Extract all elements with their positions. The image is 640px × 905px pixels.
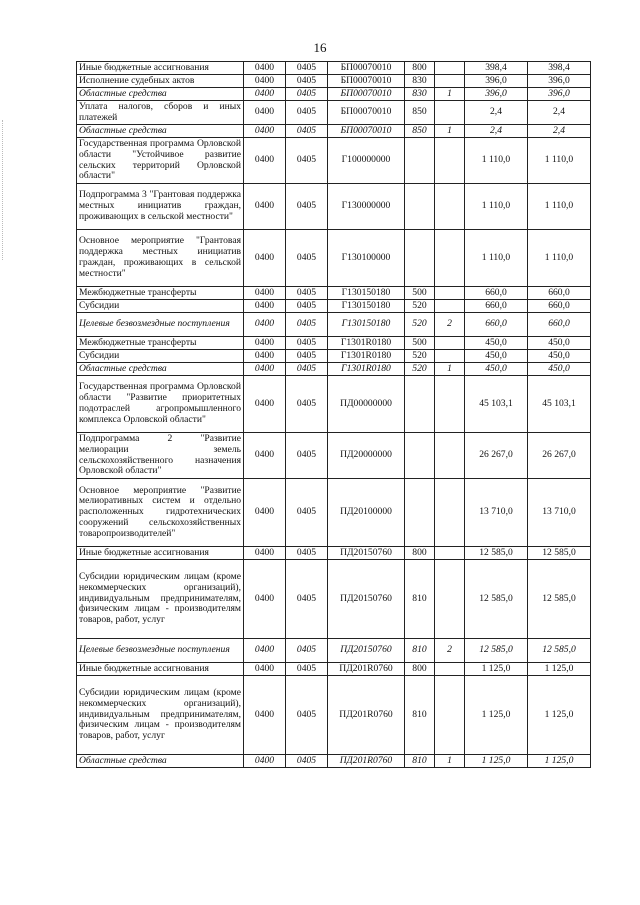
subsection-code: 0405 (286, 639, 328, 663)
margin-line (2, 120, 5, 260)
funding-source-code: 1 (435, 755, 465, 768)
amount-year-1: 396,0 (465, 75, 528, 88)
expense-type-code: 520 (405, 350, 435, 363)
expense-type-code (405, 184, 435, 230)
funding-source-code (435, 376, 465, 433)
target-item-code: Г130150180 (328, 300, 405, 313)
target-item-code: БП00070010 (328, 125, 405, 138)
expense-type-code (405, 138, 435, 184)
amount-year-2: 1 110,0 (528, 138, 591, 184)
expense-type-code: 800 (405, 663, 435, 676)
section-code: 0400 (244, 755, 286, 768)
amount-year-1: 450,0 (465, 350, 528, 363)
amount-year-2: 12 585,0 (528, 560, 591, 639)
budget-table (76, 61, 591, 768)
table-row (77, 125, 591, 138)
row-name: Иные бюджетные ассигнования (77, 62, 244, 75)
funding-source-code (435, 433, 465, 479)
target-item-code: Г130000000 (328, 184, 405, 230)
amount-year-2: 1 125,0 (528, 676, 591, 755)
section-code: 0400 (244, 560, 286, 639)
amount-year-2: 660,0 (528, 313, 591, 337)
subsection-code: 0405 (286, 676, 328, 755)
subsection-code: 0405 (286, 663, 328, 676)
target-item-code: БП00070010 (328, 62, 405, 75)
funding-source-code (435, 547, 465, 560)
row-name: Целевые безвозмездные поступления (77, 639, 244, 663)
row-name: Межбюджетные трансферты (77, 337, 244, 350)
amount-year-1: 26 267,0 (465, 433, 528, 479)
target-item-code: Г1301R0180 (328, 363, 405, 376)
row-name: Государственная программа Орловской области "Развитие приоритетных подотраслей агропромышленного комплекса Орловской области" (77, 376, 244, 433)
section-code: 0400 (244, 433, 286, 479)
expense-type-code: 520 (405, 300, 435, 313)
target-item-code: ПД201R0760 (328, 663, 405, 676)
expense-type-code: 500 (405, 337, 435, 350)
funding-source-code (435, 337, 465, 350)
amount-year-1: 45 103,1 (465, 376, 528, 433)
subsection-code: 0405 (286, 75, 328, 88)
funding-source-code (435, 676, 465, 755)
expense-type-code (405, 479, 435, 547)
section-code: 0400 (244, 376, 286, 433)
amount-year-1: 660,0 (465, 287, 528, 300)
expense-type-code (405, 376, 435, 433)
target-item-code: ПД201R0760 (328, 676, 405, 755)
target-item-code: БП00070010 (328, 101, 405, 125)
row-name: Областные средства (77, 125, 244, 138)
amount-year-1: 396,0 (465, 88, 528, 101)
row-name: Иные бюджетные ассигнования (77, 547, 244, 560)
target-item-code: ПД20100000 (328, 479, 405, 547)
amount-year-2: 12 585,0 (528, 547, 591, 560)
subsection-code: 0405 (286, 755, 328, 768)
section-code: 0400 (244, 639, 286, 663)
table-row (77, 479, 591, 547)
table-row (77, 350, 591, 363)
funding-source-code: 1 (435, 88, 465, 101)
target-item-code: Г130100000 (328, 230, 405, 287)
funding-source-code (435, 300, 465, 313)
subsection-code: 0405 (286, 350, 328, 363)
subsection-code: 0405 (286, 433, 328, 479)
amount-year-1: 398,4 (465, 62, 528, 75)
expense-type-code: 800 (405, 547, 435, 560)
target-item-code: Г130150180 (328, 313, 405, 337)
table-row (77, 363, 591, 376)
section-code: 0400 (244, 676, 286, 755)
row-name: Иные бюджетные ассигнования (77, 663, 244, 676)
subsection-code: 0405 (286, 184, 328, 230)
expense-type-code: 830 (405, 75, 435, 88)
table-body (77, 62, 591, 768)
target-item-code: ПД20150760 (328, 547, 405, 560)
row-name: Субсидии (77, 350, 244, 363)
amount-year-2: 26 267,0 (528, 433, 591, 479)
row-name: Субсидии юридическим лицам (кроме некоммерческих организаций), индивидуальным предпринимателям, физическим лицам - производителям товаров, работ, услуг (77, 676, 244, 755)
expense-type-code (405, 433, 435, 479)
expense-type-code: 810 (405, 755, 435, 768)
section-code: 0400 (244, 230, 286, 287)
funding-source-code: 1 (435, 363, 465, 376)
section-code: 0400 (244, 138, 286, 184)
amount-year-2: 1 125,0 (528, 663, 591, 676)
target-item-code: БП00070010 (328, 75, 405, 88)
row-name: Областные средства (77, 755, 244, 768)
amount-year-2: 398,4 (528, 62, 591, 75)
row-name: Областные средства (77, 363, 244, 376)
table-row (77, 300, 591, 313)
funding-source-code (435, 350, 465, 363)
subsection-code: 0405 (286, 363, 328, 376)
expense-type-code: 800 (405, 62, 435, 75)
table-row (77, 75, 591, 88)
subsection-code: 0405 (286, 125, 328, 138)
section-code: 0400 (244, 88, 286, 101)
row-name: Исполнение судебных актов (77, 75, 244, 88)
expense-type-code: 850 (405, 125, 435, 138)
expense-type-code: 520 (405, 313, 435, 337)
table-row (77, 184, 591, 230)
subsection-code: 0405 (286, 313, 328, 337)
expense-type-code: 850 (405, 101, 435, 125)
amount-year-2: 13 710,0 (528, 479, 591, 547)
table-row (77, 337, 591, 350)
amount-year-1: 1 110,0 (465, 230, 528, 287)
funding-source-code (435, 663, 465, 676)
funding-source-code (435, 230, 465, 287)
amount-year-1: 1 110,0 (465, 138, 528, 184)
amount-year-1: 12 585,0 (465, 547, 528, 560)
amount-year-1: 2,4 (465, 125, 528, 138)
amount-year-1: 1 125,0 (465, 663, 528, 676)
amount-year-2: 660,0 (528, 287, 591, 300)
amount-year-2: 396,0 (528, 75, 591, 88)
section-code: 0400 (244, 184, 286, 230)
target-item-code: Г1301R0180 (328, 337, 405, 350)
amount-year-1: 12 585,0 (465, 639, 528, 663)
section-code: 0400 (244, 350, 286, 363)
subsection-code: 0405 (286, 560, 328, 639)
subsection-code: 0405 (286, 230, 328, 287)
section-code: 0400 (244, 75, 286, 88)
amount-year-2: 45 103,1 (528, 376, 591, 433)
funding-source-code: 2 (435, 313, 465, 337)
row-name: Государственная программа Орловской области "Устойчивое развитие сельских территорий Орловской области" (77, 138, 244, 184)
page-number: 16 (313, 40, 327, 55)
table-row (77, 101, 591, 125)
funding-source-code: 1 (435, 125, 465, 138)
section-code: 0400 (244, 300, 286, 313)
expense-type-code: 810 (405, 639, 435, 663)
amount-year-2: 2,4 (528, 125, 591, 138)
amount-year-2: 12 585,0 (528, 639, 591, 663)
amount-year-2: 1 110,0 (528, 184, 591, 230)
row-name: Межбюджетные трансферты (77, 287, 244, 300)
section-code: 0400 (244, 363, 286, 376)
table-row (77, 376, 591, 433)
table-row (77, 230, 591, 287)
section-code: 0400 (244, 287, 286, 300)
table-row (77, 676, 591, 755)
funding-source-code (435, 101, 465, 125)
funding-source-code (435, 184, 465, 230)
expense-type-code: 520 (405, 363, 435, 376)
amount-year-2: 450,0 (528, 337, 591, 350)
funding-source-code: 2 (435, 639, 465, 663)
amount-year-2: 450,0 (528, 363, 591, 376)
amount-year-1: 450,0 (465, 337, 528, 350)
row-name: Субсидии (77, 300, 244, 313)
target-item-code: БП00070010 (328, 88, 405, 101)
table-row (77, 287, 591, 300)
subsection-code: 0405 (286, 479, 328, 547)
table-row (77, 639, 591, 663)
row-name: Субсидии юридическим лицам (кроме некоммерческих организаций), индивидуальным предпринимателям, физическим лицам - производителям товаров, работ, услуг (77, 560, 244, 639)
table-row (77, 663, 591, 676)
row-name: Основное мероприятие "Развитие мелиоративных систем и отдельно расположенных гидротехнических сооружений сельскохозяйственных товаропроизводителей" (77, 479, 244, 547)
funding-source-code (435, 75, 465, 88)
table-row (77, 433, 591, 479)
row-name: Подпрограмма 2 "Развитие мелиорации земель сельскохозяйственного назначения Орловской области" (77, 433, 244, 479)
subsection-code: 0405 (286, 547, 328, 560)
row-name: Областные средства (77, 88, 244, 101)
target-item-code: ПД201R0760 (328, 755, 405, 768)
amount-year-1: 2,4 (465, 101, 528, 125)
target-item-code: Г1301R0180 (328, 350, 405, 363)
expense-type-code: 500 (405, 287, 435, 300)
target-item-code: ПД20150760 (328, 639, 405, 663)
expense-type-code: 810 (405, 676, 435, 755)
amount-year-2: 450,0 (528, 350, 591, 363)
subsection-code: 0405 (286, 337, 328, 350)
subsection-code: 0405 (286, 62, 328, 75)
target-item-code: ПД00000000 (328, 376, 405, 433)
row-name: Основное мероприятие "Грантовая поддержка местных инициатив граждан, проживающих в сельской местности" (77, 230, 244, 287)
table-row (77, 560, 591, 639)
section-code: 0400 (244, 101, 286, 125)
amount-year-1: 660,0 (465, 300, 528, 313)
amount-year-2: 396,0 (528, 88, 591, 101)
table-row (77, 547, 591, 560)
expense-type-code: 810 (405, 560, 435, 639)
amount-year-1: 13 710,0 (465, 479, 528, 547)
amount-year-2: 660,0 (528, 300, 591, 313)
row-name: Подпрограмма 3 "Грантовая поддержка местных инициатив граждан, проживающих в сельской местности" (77, 184, 244, 230)
table-row (77, 88, 591, 101)
subsection-code: 0405 (286, 138, 328, 184)
amount-year-1: 1 125,0 (465, 755, 528, 768)
table-row (77, 755, 591, 768)
section-code: 0400 (244, 337, 286, 350)
target-item-code: ПД20000000 (328, 433, 405, 479)
row-name: Целевые безвозмездные поступления (77, 313, 244, 337)
expense-type-code (405, 230, 435, 287)
subsection-code: 0405 (286, 376, 328, 433)
funding-source-code (435, 62, 465, 75)
amount-year-1: 12 585,0 (465, 560, 528, 639)
amount-year-2: 1 110,0 (528, 230, 591, 287)
section-code: 0400 (244, 125, 286, 138)
funding-source-code (435, 560, 465, 639)
subsection-code: 0405 (286, 300, 328, 313)
table-row (77, 313, 591, 337)
funding-source-code (435, 287, 465, 300)
amount-year-1: 450,0 (465, 363, 528, 376)
section-code: 0400 (244, 479, 286, 547)
target-item-code: ПД20150760 (328, 560, 405, 639)
subsection-code: 0405 (286, 88, 328, 101)
section-code: 0400 (244, 313, 286, 337)
amount-year-2: 1 125,0 (528, 755, 591, 768)
target-item-code: Г100000000 (328, 138, 405, 184)
amount-year-1: 1 110,0 (465, 184, 528, 230)
row-name: Уплата налогов, сборов и иных платежей (77, 101, 244, 125)
section-code: 0400 (244, 663, 286, 676)
expense-type-code: 830 (405, 88, 435, 101)
amount-year-2: 2,4 (528, 101, 591, 125)
subsection-code: 0405 (286, 101, 328, 125)
amount-year-1: 660,0 (465, 313, 528, 337)
table-row (77, 62, 591, 75)
subsection-code: 0405 (286, 287, 328, 300)
section-code: 0400 (244, 547, 286, 560)
funding-source-code (435, 479, 465, 547)
funding-source-code (435, 138, 465, 184)
amount-year-1: 1 125,0 (465, 676, 528, 755)
target-item-code: Г130150180 (328, 287, 405, 300)
section-code: 0400 (244, 62, 286, 75)
table-row (77, 138, 591, 184)
